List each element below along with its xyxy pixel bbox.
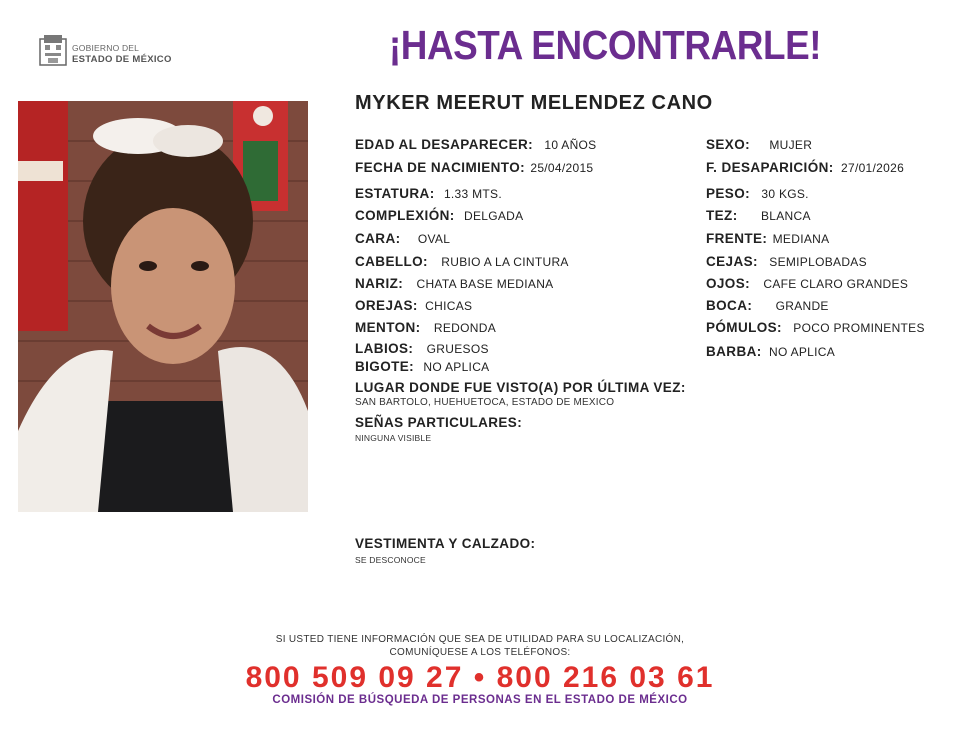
field-edad: [355, 137, 597, 152]
value-cara: OVAL: [417, 232, 451, 246]
field-tez: [706, 208, 811, 223]
field-complexion: [355, 208, 523, 223]
label-tez: TEZ:: [706, 208, 738, 223]
label-marks: SEÑAS PARTICULARES:: [355, 415, 523, 430]
field-peso: [706, 186, 809, 201]
marks-heading: [355, 415, 522, 430]
value-cejas: SEMIPLOBADAS: [769, 255, 867, 269]
field-labios: [355, 341, 489, 356]
contact-phones: 800 509 09 27 • 800 216 03 61: [245, 661, 715, 694]
missing-person-photo: [18, 101, 308, 512]
value-clothing: SE DESCONOCE: [355, 555, 426, 565]
footer-note-line1: SI USTED TIENE INFORMACIÓN QUE SEA DE UTILIDAD PARA SU LOCALIZACIÓN,: [275, 634, 685, 645]
headline: ¡HASTA ENCONTRARLE!: [388, 22, 822, 68]
label-cabello: CABELLO:: [355, 254, 428, 269]
value-orejas: CHICAS: [425, 299, 473, 313]
label-ojos: OJOS:: [706, 276, 751, 291]
field-bigote: [355, 359, 489, 374]
label-barba: BARBA:: [706, 344, 762, 359]
label-orejas: OREJAS:: [355, 298, 418, 313]
field-estatura: [355, 186, 502, 201]
field-frente: [706, 231, 829, 246]
state-seal-icon: [38, 33, 68, 67]
value-edad: 10 AÑOS: [544, 138, 597, 152]
value-nariz: CHATA BASE MEDIANA: [416, 277, 554, 291]
logo-text-line1: GOBIERNO DEL: [72, 43, 140, 53]
label-pomulos: PÓMULOS:: [706, 320, 782, 335]
value-barba: NO APLICA: [769, 345, 836, 359]
footer-note-line2: COMUNÍQUESE A LOS TELÉFONOS:: [389, 647, 571, 658]
label-desaparicion: F. DESAPARICIÓN:: [706, 160, 834, 175]
label-cejas: CEJAS:: [706, 254, 758, 269]
value-ojos: CAFE CLARO GRANDES: [763, 277, 909, 291]
label-nacimiento: FECHA DE NACIMIENTO:: [355, 160, 525, 175]
label-clothing: VESTIMENTA Y CALZADO:: [355, 536, 536, 551]
value-labios: GRUESOS: [426, 342, 489, 356]
value-tez: BLANCA: [760, 209, 811, 223]
value-last-seen: SAN BARTOLO, HUEHUETOCA, ESTADO DE MEXICO: [355, 397, 615, 408]
person-name: MYKER MEERUT MELENDEZ CANO: [355, 92, 713, 114]
label-menton: MENTON:: [355, 320, 421, 335]
label-sexo: SEXO:: [706, 137, 751, 152]
label-peso: PESO:: [706, 186, 751, 201]
field-barba: [706, 344, 835, 359]
value-estatura: 1.33 MTS.: [443, 187, 502, 201]
label-boca: BOCA:: [706, 298, 753, 313]
label-nariz: NARIZ:: [355, 276, 404, 291]
field-sexo: [706, 137, 812, 152]
value-pomulos: POCO PROMINENTES: [793, 321, 925, 335]
label-cara: CARA:: [355, 231, 401, 246]
value-marks: NINGUNA VISIBLE: [355, 433, 432, 443]
field-boca: [706, 298, 829, 313]
field-pomulos: [706, 320, 925, 335]
value-bigote: NO APLICA: [423, 360, 490, 374]
label-estatura: ESTATURA:: [355, 186, 435, 201]
label-frente: FRENTE:: [706, 231, 768, 246]
logo-text-line2: ESTADO DE MÉXICO: [72, 54, 172, 65]
label-bigote: BIGOTE:: [355, 359, 415, 374]
field-ojos: [706, 276, 908, 291]
field-orejas: [355, 298, 472, 313]
clothing-heading: [355, 536, 535, 551]
value-sexo: MUJER: [769, 138, 813, 152]
value-cabello: RUBIO A LA CINTURA: [441, 255, 569, 269]
value-peso: 30 KGS.: [761, 187, 809, 201]
label-last-seen: LUGAR DONDE FUE VISTO(A) POR ÚLTIMA VEZ:: [355, 380, 686, 395]
label-edad: EDAD AL DESAPARECER:: [355, 137, 534, 152]
field-nariz: [355, 276, 553, 291]
field-menton: [355, 320, 496, 335]
value-complexion: DELGADA: [464, 209, 524, 223]
label-complexion: COMPLEXIÓN:: [355, 208, 455, 223]
value-boca: GRANDE: [775, 299, 829, 313]
field-desaparicion: [706, 160, 904, 175]
value-frente: MEDIANA: [772, 232, 830, 246]
field-nacimiento: [355, 160, 593, 175]
last-seen-heading: [355, 380, 686, 395]
value-menton: REDONDA: [433, 321, 497, 335]
commission-name: COMISIÓN DE BÚSQUEDA DE PERSONAS EN EL ESTADO DE MÉXICO: [272, 694, 688, 706]
value-nacimiento: 25/04/2015: [530, 161, 594, 175]
state-logo: [38, 33, 188, 69]
field-cabello: [355, 254, 569, 269]
value-desaparicion: 27/01/2026: [841, 161, 905, 175]
field-cejas: [706, 254, 867, 269]
label-labios: LABIOS:: [355, 341, 414, 356]
field-cara: [355, 231, 450, 246]
